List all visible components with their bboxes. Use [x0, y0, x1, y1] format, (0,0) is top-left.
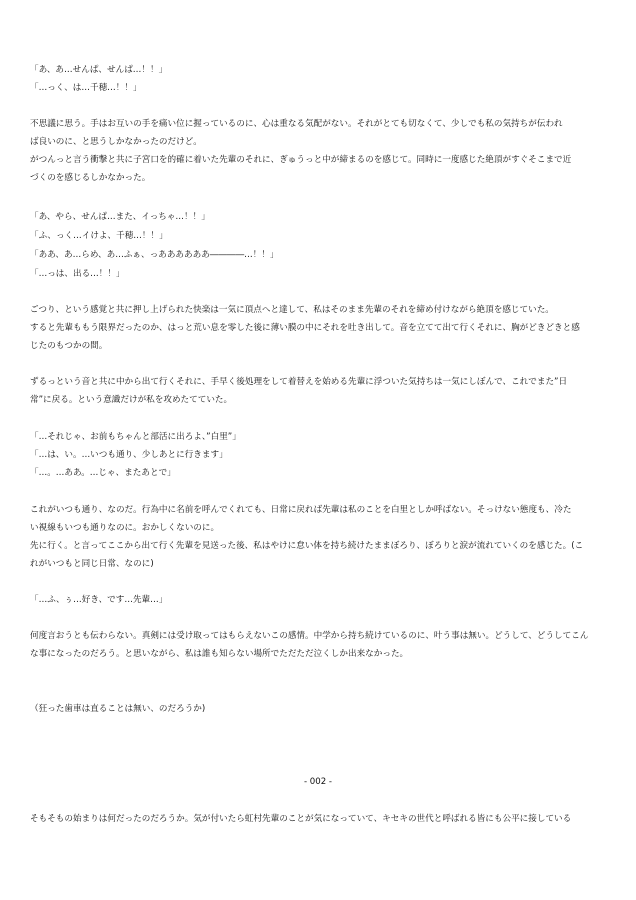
text-line: 「ああ、あ…らめ、あ…ふぁ、っああああああ――――…！！」	[30, 250, 279, 260]
text-line: 「…。…ああ。…じゃ、またあとで」	[30, 468, 176, 478]
text-line: れがいつもと同じ日常、なのに)	[30, 559, 154, 569]
text-line: がつんっと言う衝撃と共に子宮口を的確に着いた先輩のそれに、ぎゅうっと中が締まるのを感じて。同時に一度感じた絶頂がすぐそこまで近	[30, 155, 572, 165]
text-line: 「…ふ、ぅ…好き、です…先輩…」	[30, 595, 168, 605]
text-line: 「あ、やら、せんぱ…また、イっちゃ…！！」	[30, 212, 210, 222]
text-line: すると先輩ももう限界だったのか、はっと荒い息を零した後に薄い膜の中にそれを吐き出して。音を立てて出て行くそれに、胸がどきどきと感	[30, 323, 580, 333]
text-line: ずるっという音と共に中から出て行くそれに、手早く後処理をして着替えを始める先輩に浮ついた気持ちは一気にしぼんで、これでまた”日	[30, 377, 568, 387]
text-line: 先に行く。と言ってここから出て行く先輩を見送った後、私はやけに怠い体を持ち続けたままぼろり、ぼろりと涙が流れていくのを感じた。(こ	[30, 541, 584, 551]
text-line: ば良いのに、と思うしかなかったのだけど。	[30, 137, 202, 147]
text-line: そもそもの始まりは何だったのだろうか。気が付いたら虹村先輩のことが気になっていて、キセキの世代と呼ばれる皆にも公平に接している	[30, 814, 572, 824]
text-line: ごつり、という感覚と共に押し上げられた快楽は一気に頂点へと達して、私はそのまま先輩のそれを締め付けながら絶頂を感じていた。	[30, 305, 554, 315]
text-line: これがいつも通り、なのだ。行為中に名前を呼んでくれても、日常に戻れば先輩は私のことを白里としか呼ばない。そっけない態度も、冷た	[30, 505, 572, 515]
text-line: 不思議に思う。手はお互いの手を痛い位に握っているのに、心は重なる気配がない。それがとても切なくて、少しでも私の気持ちが伝われ	[30, 119, 563, 129]
text-line: 「…っは、出る…！！」	[30, 269, 125, 279]
text-line: 常”に戻る。という意識だけが私を攻めたてていた。	[30, 395, 233, 405]
text-line: い視線もいつも通りなのに。おかしくないのに。	[30, 523, 220, 533]
text-line: づくのを感じるしかなかった。	[30, 173, 151, 183]
text-line: 「…は、い。…いつも通り、少しあとに行きます」	[30, 450, 228, 460]
text-line: 「…それじゃ、お前もちゃんと部活に出ろよ、”白里”」	[30, 432, 241, 442]
text-line: 何度言おうとも伝わらない。真剣には受け取ってはもらえないこの感情。中学から持ち続けているのに、叶う事は無い。どうして、どうしてこん	[30, 631, 589, 641]
text-line: 「あ、あ…せんぱ、せんぱ…！！」	[30, 65, 168, 75]
text-line: じたのもつかの間。	[30, 341, 108, 351]
text-line: な事になったのだろう。と思いながら、私は誰も知らない場所でただただ泣くしか出来なかった。	[30, 649, 409, 659]
text-line: 「ふ、っく…イけよ、千穂…！！」	[30, 231, 168, 241]
text-line: （狂った歯車は直ることは無い、のだろうか)	[30, 704, 206, 714]
text-line: 「…っく、は…千穂…！！」	[30, 83, 142, 93]
page-number: - 002 -	[303, 777, 333, 787]
